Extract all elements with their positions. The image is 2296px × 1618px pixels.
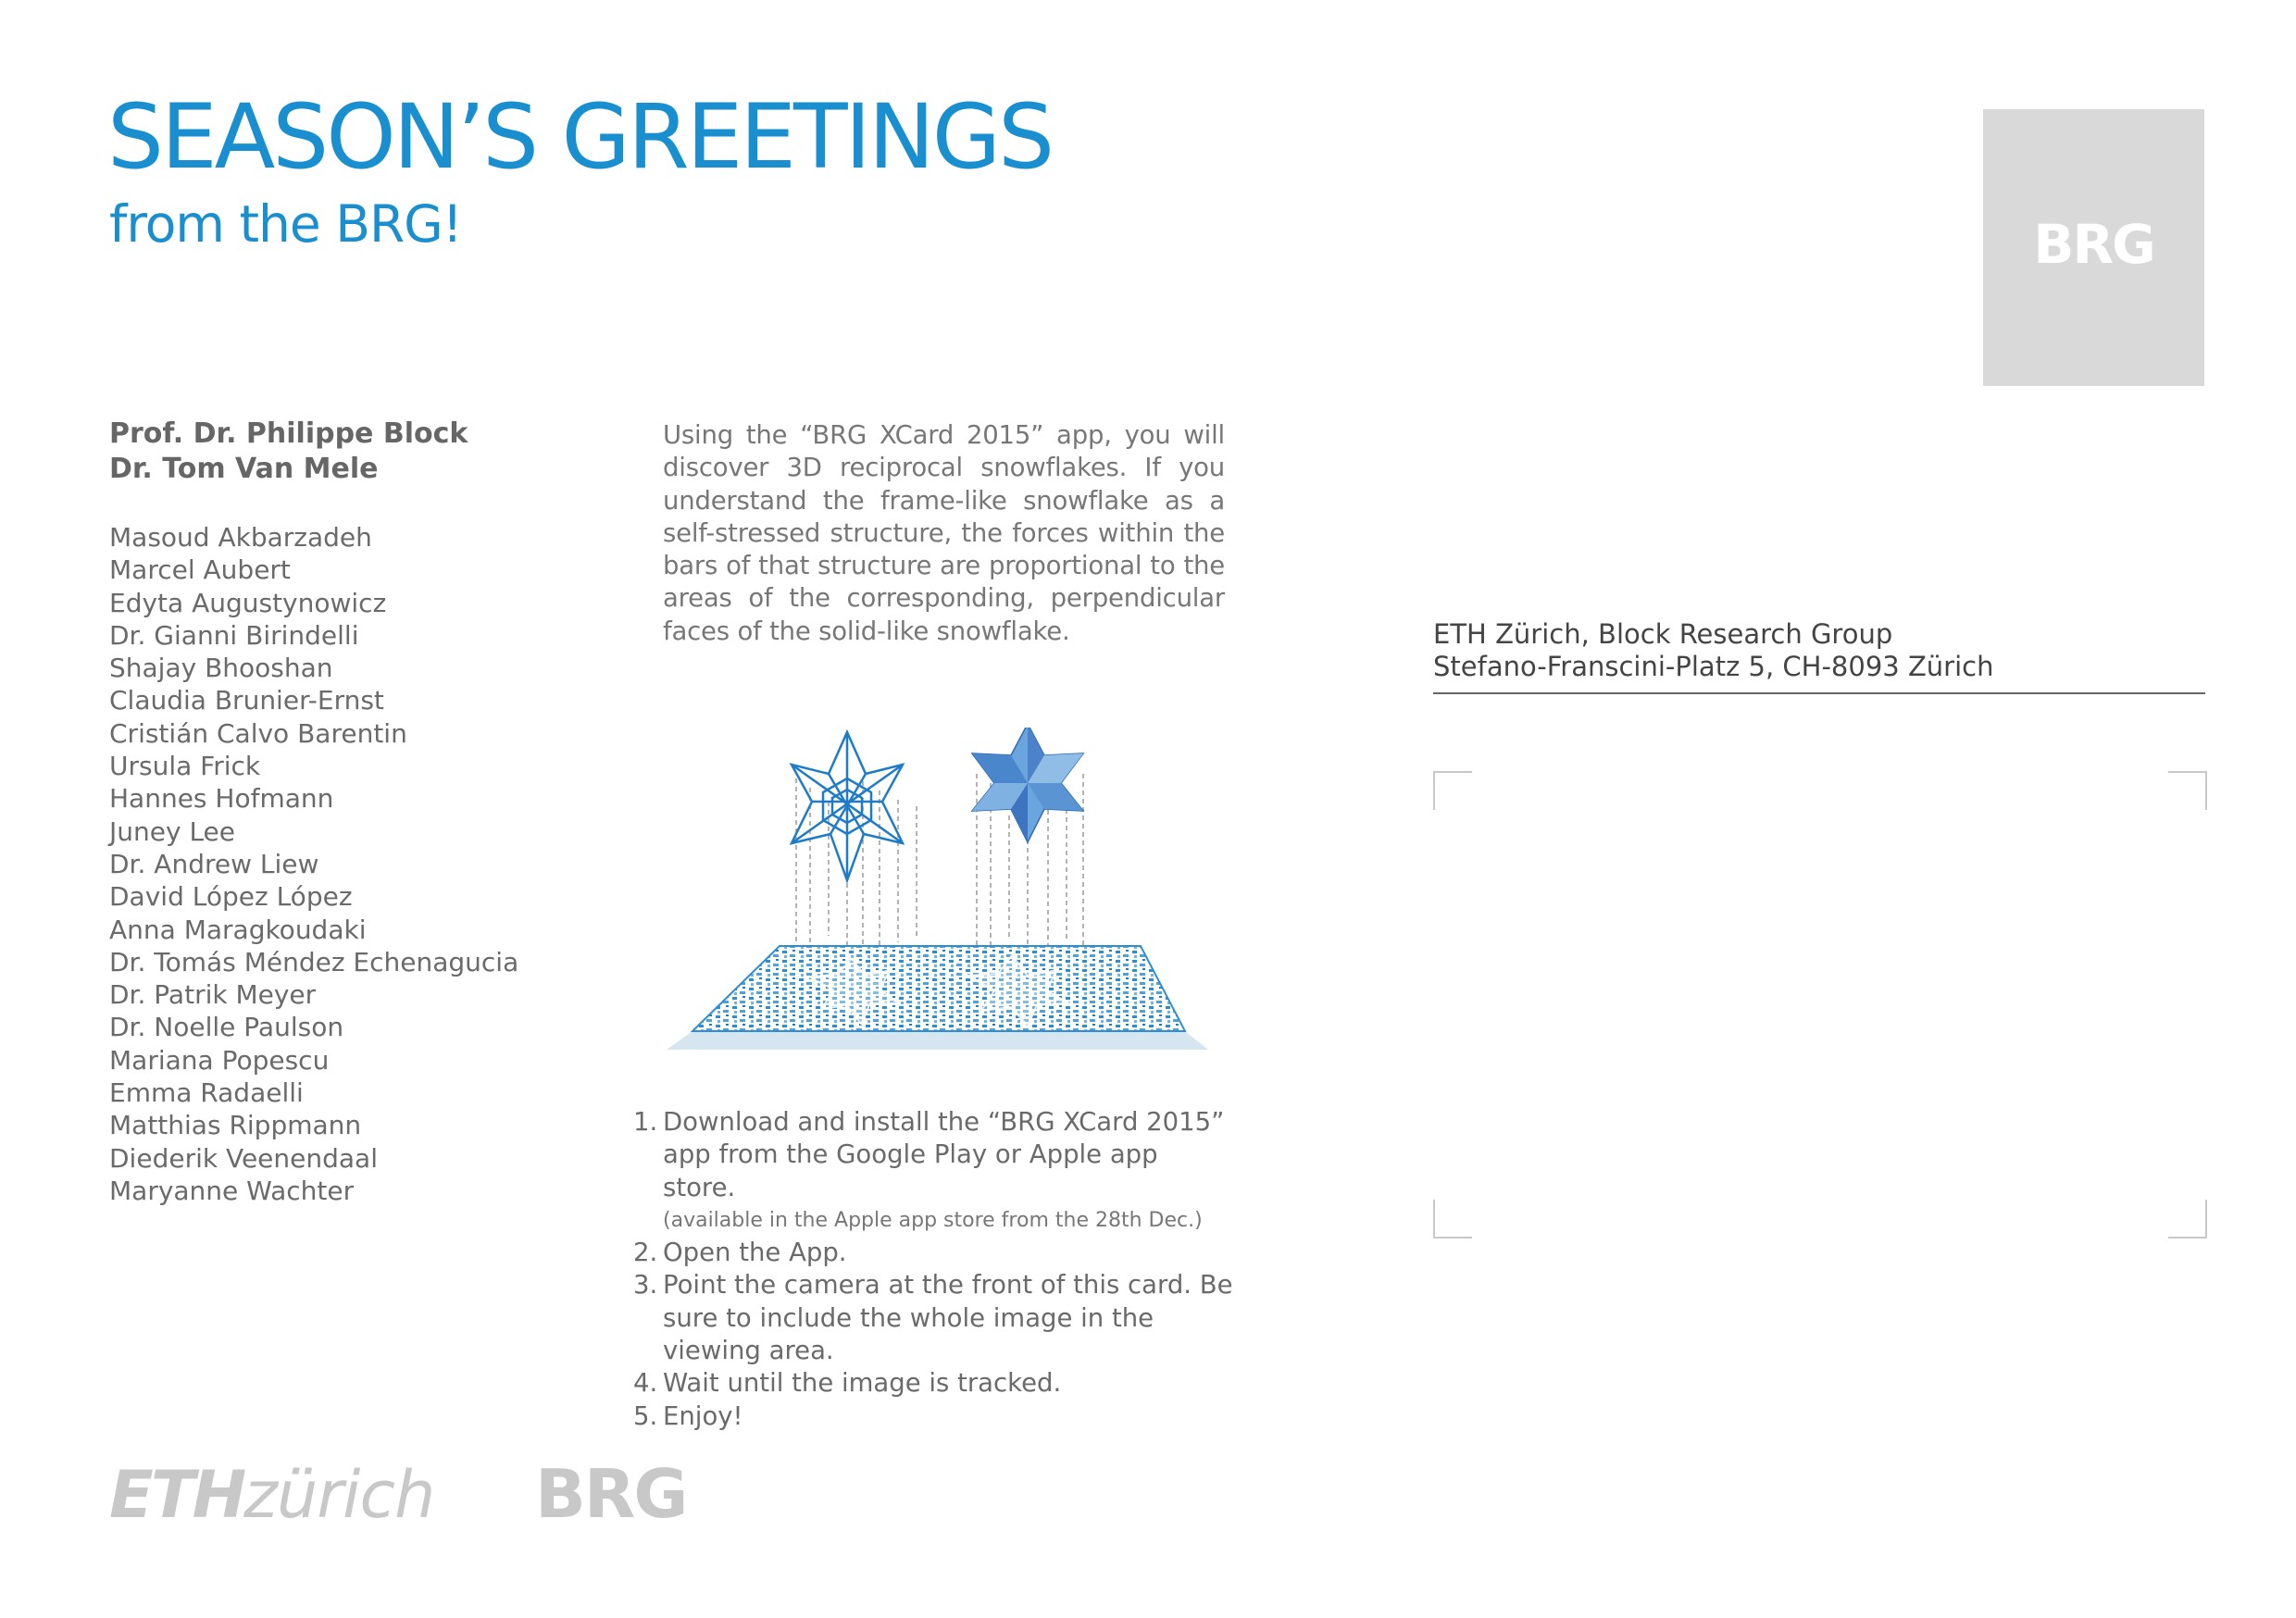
member-name: Edyta Augustynowicz [109, 587, 387, 618]
step-number: 1. [633, 1107, 658, 1137]
member-name: Anna Maragkoudaki [109, 914, 367, 945]
plate-projection [667, 946, 1208, 1050]
step-text: Enjoy! [663, 1400, 743, 1431]
page-title: SEASON’S GREETINGS [107, 85, 1053, 189]
member-name: Dr. Andrew Liew [109, 848, 319, 879]
professor-list [109, 417, 468, 487]
step-note: (available in the Apple app store from the 28th Dec.) [663, 1208, 1203, 1232]
member-name: Marcel Aubert [109, 554, 291, 586]
step-number: 3. [633, 1270, 658, 1301]
brg-logo-box [1983, 109, 2204, 386]
instruction-step [633, 1400, 1235, 1433]
eth-zurich-logo [109, 1457, 435, 1533]
address-field-corner-bottom-left [1433, 1200, 1472, 1238]
member-name: Ursula Frick [109, 751, 261, 782]
step-number: 4. [633, 1368, 658, 1399]
snowflake-illustration [648, 728, 1231, 1061]
member-name: Dr. Gianni Birindelli [109, 619, 359, 651]
member-name: Shajay Bhooshan [109, 653, 333, 684]
member-name: David López López [109, 881, 353, 913]
professor-name: Dr. Tom Van Mele [109, 453, 379, 485]
wire-snowflake [792, 732, 903, 880]
address-field-corner-top-left [1433, 771, 1472, 810]
address-line-2: Stefano-Franscini-Platz 5, CH-8093 Zürich [1433, 651, 1994, 683]
page-subtitle: from the BRG! [109, 194, 462, 254]
member-name: Mariana Popescu [109, 1044, 330, 1076]
instructions-list [633, 1106, 1235, 1433]
member-name: Emma Radaelli [109, 1077, 304, 1109]
member-name: Claudia Brunier-Ernst [109, 685, 384, 716]
step-text: Download and install the “BRG XCard 2015” app from the Google Play or Apple app store. [663, 1107, 1225, 1202]
solid-snowflake [972, 728, 1083, 842]
step-number: 2. [633, 1238, 658, 1268]
step-text: Open the App. [663, 1238, 847, 1268]
brg-footer-logo: BRG [535, 1455, 687, 1533]
member-list [109, 521, 518, 1207]
professor-name: Prof. Dr. Philippe Block [109, 417, 468, 450]
address-divider [1433, 692, 2205, 694]
member-name: Cristián Calvo Barentin [109, 717, 407, 749]
instruction-step [633, 1237, 1235, 1269]
sender-address [1433, 618, 1994, 684]
brg-logo-text: BRG [2033, 213, 2154, 276]
eth-logo-bold: ETH [109, 1457, 244, 1533]
member-name: Juney Lee [109, 815, 236, 847]
app-description: Using the “BRG XCard 2015” app, you will discover 3D reciprocal snowflakes. If you understand the frame-like snowflake as a self-stressed structure, the forces within the bars of that structure are proportional to the areas of the corresponding, perpendicular faces of the solid-like snowflake. [663, 420, 1225, 646]
member-name: Hannes Hofmann [109, 783, 334, 815]
member-name: Matthias Rippmann [109, 1110, 362, 1141]
member-name: Maryanne Wachter [109, 1175, 355, 1206]
step-text: Point the camera at the front of this card. Be sure to include the whole image in the viewing area. [663, 1270, 1233, 1366]
instruction-step [633, 1269, 1235, 1367]
step-text: Wait until the image is tracked. [663, 1368, 1062, 1399]
step-number: 5. [633, 1400, 658, 1431]
member-name: Dr. Tomás Méndez Echenagucia [109, 946, 519, 977]
eth-logo-light: zürich [243, 1457, 435, 1533]
member-name: Diederik Veenendaal [109, 1142, 378, 1174]
address-field-corner-bottom-right [2168, 1200, 2207, 1238]
member-name: Dr. Noelle Paulson [109, 1012, 344, 1043]
instruction-step [633, 1106, 1235, 1204]
member-name: Masoud Akbarzadeh [109, 522, 372, 553]
instruction-step [633, 1367, 1235, 1400]
address-line-1: ETH Zürich, Block Research Group [1433, 618, 1893, 650]
address-field-corner-top-right [2168, 771, 2207, 810]
member-name: Dr. Patrik Meyer [109, 979, 317, 1011]
